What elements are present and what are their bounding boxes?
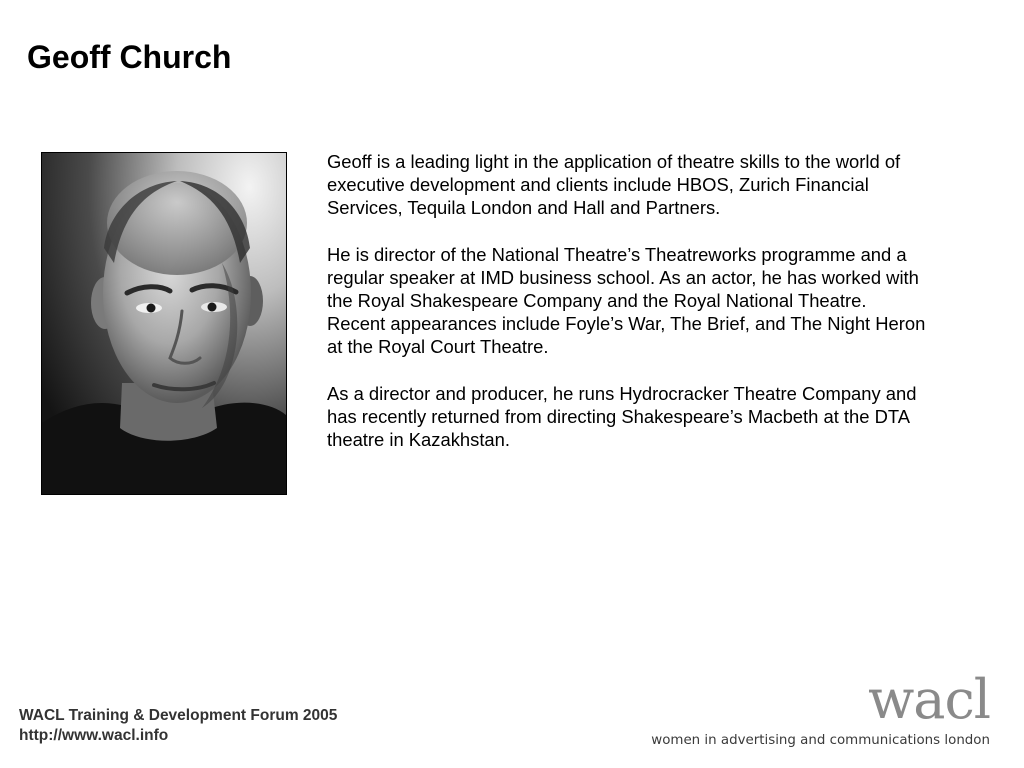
bio-paragraph: He is director of the National Theatre’s Theatreworks programme and a regular speaker at IMD business school. As an actor, he has worked with the Royal Shakespeare Company and the Royal National Theatre. Recent appearances include Foyle’s War, The Brief, and The Night Heron at the Royal Court Theatre.: [327, 244, 926, 357]
footer-url: http://www.wacl.info: [19, 727, 169, 744]
bio-text: [327, 150, 927, 475]
bio-paragraph: As a director and producer, he runs Hydrocracker Theatre Company and has recently returned from directing Shakespeare’s Macbeth at the DTA theatre in Kazakhstan.: [327, 383, 917, 450]
bio-paragraph: Geoff is a leading light in the application of theatre skills to the world of executive development and clients include HBOS, Zurich Financial Services, Tequila London and Hall and Partners.: [327, 151, 901, 218]
page-title: Geoff Church: [27, 39, 232, 75]
wacl-logo: [651, 668, 990, 750]
logo-wordmark: wacl: [868, 668, 990, 731]
portrait-illustration: [42, 153, 286, 494]
footer: [19, 706, 337, 746]
footer-event-title: WACL Training & Development Forum 2005: [19, 707, 338, 724]
logo-tagline: women in advertising and communications london: [651, 733, 990, 748]
portrait-photo: [41, 152, 287, 495]
